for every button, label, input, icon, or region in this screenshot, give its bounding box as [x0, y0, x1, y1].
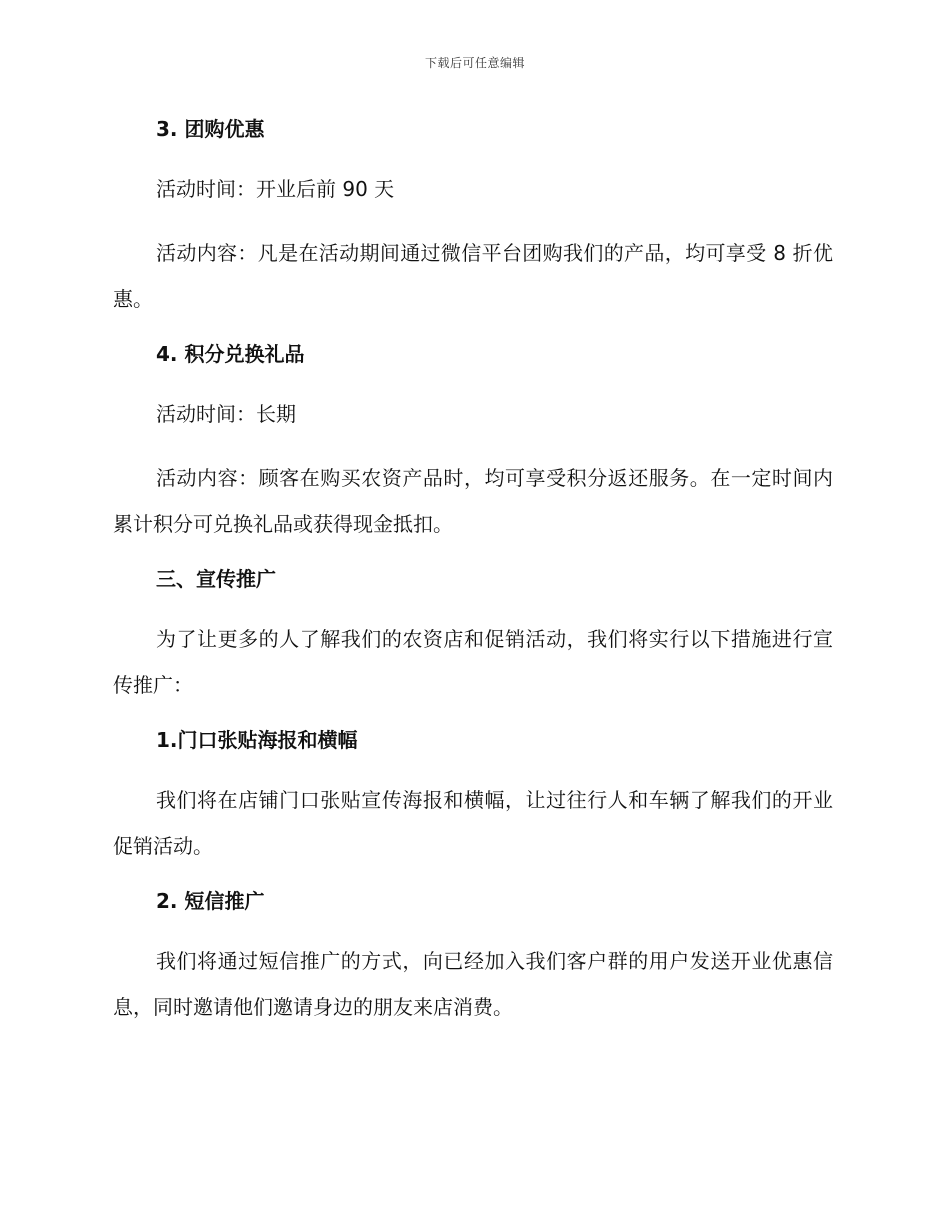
- points-content: 活动内容：顾客在购买农资产品时，均可享受积分返还服务。在一定时间内累计积分可兑换礼品或获得现金抵扣。: [113, 466, 833, 536]
- sms-content: 我们将通过短信推广的方式，向已经加入我们客户群的用户发送开业优惠信息，同时邀请他们邀请身边的朋友来店消费。: [113, 949, 833, 1019]
- section-heading-group-buy: 3. 团购优惠: [156, 117, 265, 141]
- group-buy-time: 活动时间：开业后前 90 天: [156, 177, 395, 201]
- promotion-intro: 为了让更多的人了解我们的农资店和促销活动，我们将实行以下措施进行宣传推广：: [113, 627, 833, 697]
- section-heading-points: 4. 积分兑换礼品: [156, 342, 305, 366]
- group-buy-content: 活动内容：凡是在活动期间通过微信平台团购我们的产品，均可享受 8 折优惠。: [113, 241, 833, 311]
- points-time: 活动时间：长期: [156, 402, 296, 426]
- section-heading-promotion: 三、宣传推广: [156, 567, 276, 591]
- page-header: 下载后可任意编辑: [424, 56, 525, 70]
- document-body: [113, 109, 833, 1042]
- section-heading-posters: 1.门口张贴海报和横幅: [156, 728, 358, 752]
- posters-content: 我们将在店铺门口张贴宣传海报和横幅，让过往行人和车辆了解我们的开业促销活动。: [113, 788, 833, 858]
- section-heading-sms: 2. 短信推广: [156, 889, 265, 913]
